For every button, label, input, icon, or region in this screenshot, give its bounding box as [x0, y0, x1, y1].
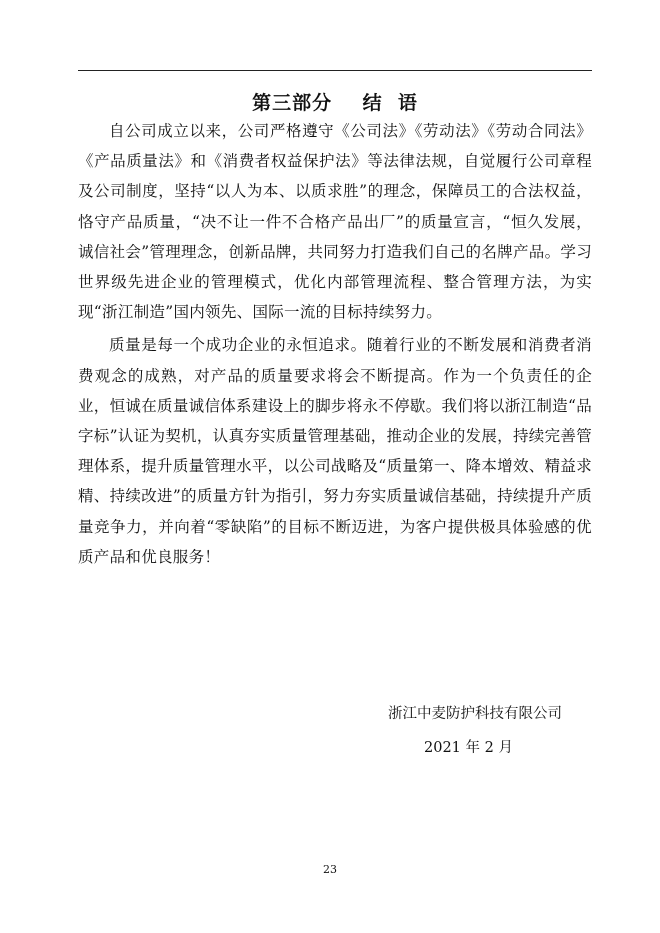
company-name: 浙江中麦防护科技有限公司	[388, 706, 562, 722]
signature-block	[360, 700, 580, 762]
signature-date: 2021 年 2 月	[424, 740, 513, 756]
paragraph-2: 质量是每一个成功企业的永恒追求。随着行业的不断发展和消费者消费观念的成熟，对产品的质量要求将会不断提高。作为一个负责任的企业，恒诚在质量诚信体系建设上的脚步将永不停歇。我们将以浙江制造“品字标”认证为契机，认真夯实质量管理基础，推动企业的发展，持续完善管理体系，提升质量管理水平，以公司战略及“质量第一、降本增效、精益求精、持续改进”的质量方针为指引，努力夯实质量诚信基础，持续提升产质量竞争力，并向着“零缺陷”的目标不断迈进，为客户提供极具体验感的优质产品和优良服务！	[78, 336, 592, 566]
body-text	[78, 116, 592, 572]
page-number: 23	[323, 863, 337, 876]
section-title: 第三部分 结 语	[252, 92, 418, 114]
header-rule	[78, 70, 592, 71]
paragraph-1: 自公司成立以来，公司严格遵守《公司法》《劳动法》《劳动合同法》《产品质量法》和《消费者权益保护法》等法律法规，自觉履行公司章程及公司制度，坚持“以人为本、以质求胜”的理念，保障员工的合法权益，恪守产品质量，“决不让一件不合格产品出厂”的质量宣言，“恒久发展，诚信社会”管理理念，创新品牌，共同努力打造我们自己的名牌产品。学习世界级先进企业的管理模式，优化内部管理流程、整合管理方法，为实现“浙江制造”国内领先、国际一流的目标持续努力。	[78, 122, 592, 322]
